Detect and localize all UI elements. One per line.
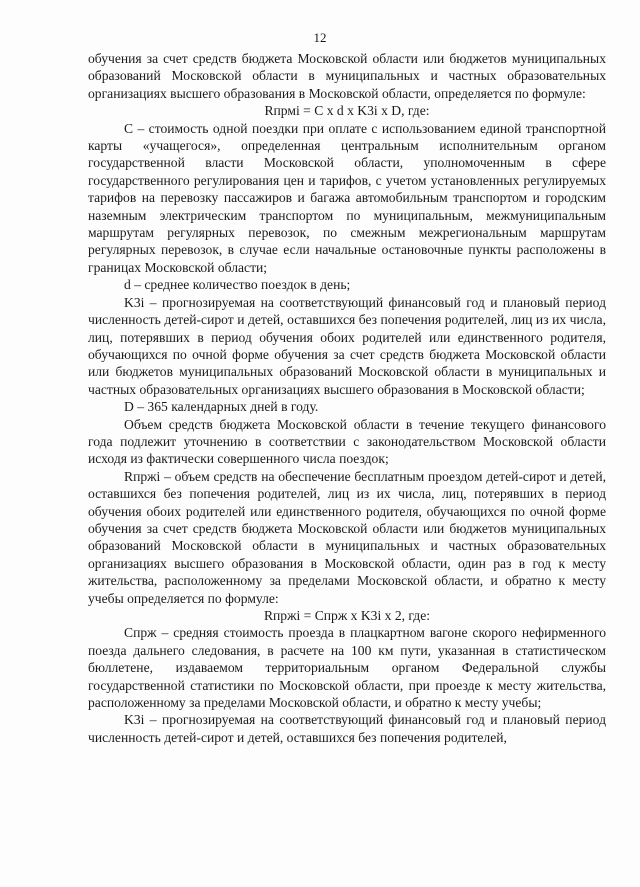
paragraph-definition-cprzh: Cпрж – средняя стоимость проезда в плацкартном вагоне скорого нефирменного поезда дальнего следования, в расчете на 100 км пути, указанная в статистическом бюллетене, издаваемом территориальным органом Федеральной службы государственной статистики по Московской области, при проезде к месту жительства, расположенному за пределами Московской области, и обратно к месту учебы; bbox=[88, 625, 606, 711]
document-body bbox=[88, 50, 606, 746]
paragraph-intro: обучения за счет средств бюджета Московской области или бюджетов муниципальных образований Московской области в муниципальных и частных образовательных организациях высшего образования в Московской области, определяется по формуле: bbox=[88, 51, 606, 101]
formula-rprm: Rпрмі = C x d x K3i x D, где: bbox=[264, 103, 430, 119]
formula-rprzh: Rпржі = Cпрж x K3i x 2, где: bbox=[263, 608, 431, 623]
page-number: 12 bbox=[313, 30, 327, 45]
paragraph-definition-c: C – стоимость одной поездки при оплате с использованием единой транспортной карты «учащегося», определенная центральным исполнительным органом государственной власти Московской области, уполномоченным в сфере государственного регулирования цен и тарифов, с учетом установленных регулируемых тарифов на перевозку пассажиров и багажа автомобильным транспортом и городским наземным электрическим транспортом по муниципальным, межмуниципальным маршрутам регулярных перевозок, по смежным межрегиональным маршрутам регулярных перевозок, в случае если начальные остановочные пункты расположены в границах Московской области; bbox=[88, 120, 606, 275]
paragraph-definition-d-small: d – среднее количество поездок в день; bbox=[124, 277, 351, 293]
paragraph-definition-k3i-repeat: K3i – прогнозируемая на соответствующий финансовый год и плановый период численность детей-сирот и детей, оставшихся без попечения родителей, bbox=[88, 712, 606, 745]
paragraph-definition-k3i: K3i – прогнозируемая на соответствующий финансовый год и плановый период численность детей-сирот и детей, оставшихся без попечения родителей, лиц из их числа, лиц, потерявших в период обучения обоих родителей или единственного родителя, обучающихся по очной форме обучения за счет средств бюджета Московской области или бюджетов муниципальных образований Московской области в муниципальных и частных образовательных организациях высшего образования в Московской области; bbox=[88, 294, 606, 397]
paragraph-budget-adjustment: Объем средств бюджета Московской области в течение текущего финансового года подлежит уточнению в соответствии с законодательством Московской области исходя из фактически совершенного числа поездок; bbox=[88, 416, 606, 467]
paragraph-definition-d-days: D – 365 календарных дней в году. bbox=[124, 399, 319, 415]
paragraph-definition-rprzh: Rпржі – объем средств на обеспечение бесплатным проездом детей-сирот и детей, оставшихся без попечения родителей, лиц из их числа, лиц, потерявших в период обучения обоих родителей или единственного родителя, обучающихся по очной форме обучения за счет средств бюджета Московской области или бюджетов муниципальных образований Московской области в муниципальных и частных образовательных организациях высшего образования в Московской области, один раз в год к месту жительства, расположенному за пределами Московской области, и обратно к месту учебы определяется по формуле: bbox=[88, 468, 606, 606]
